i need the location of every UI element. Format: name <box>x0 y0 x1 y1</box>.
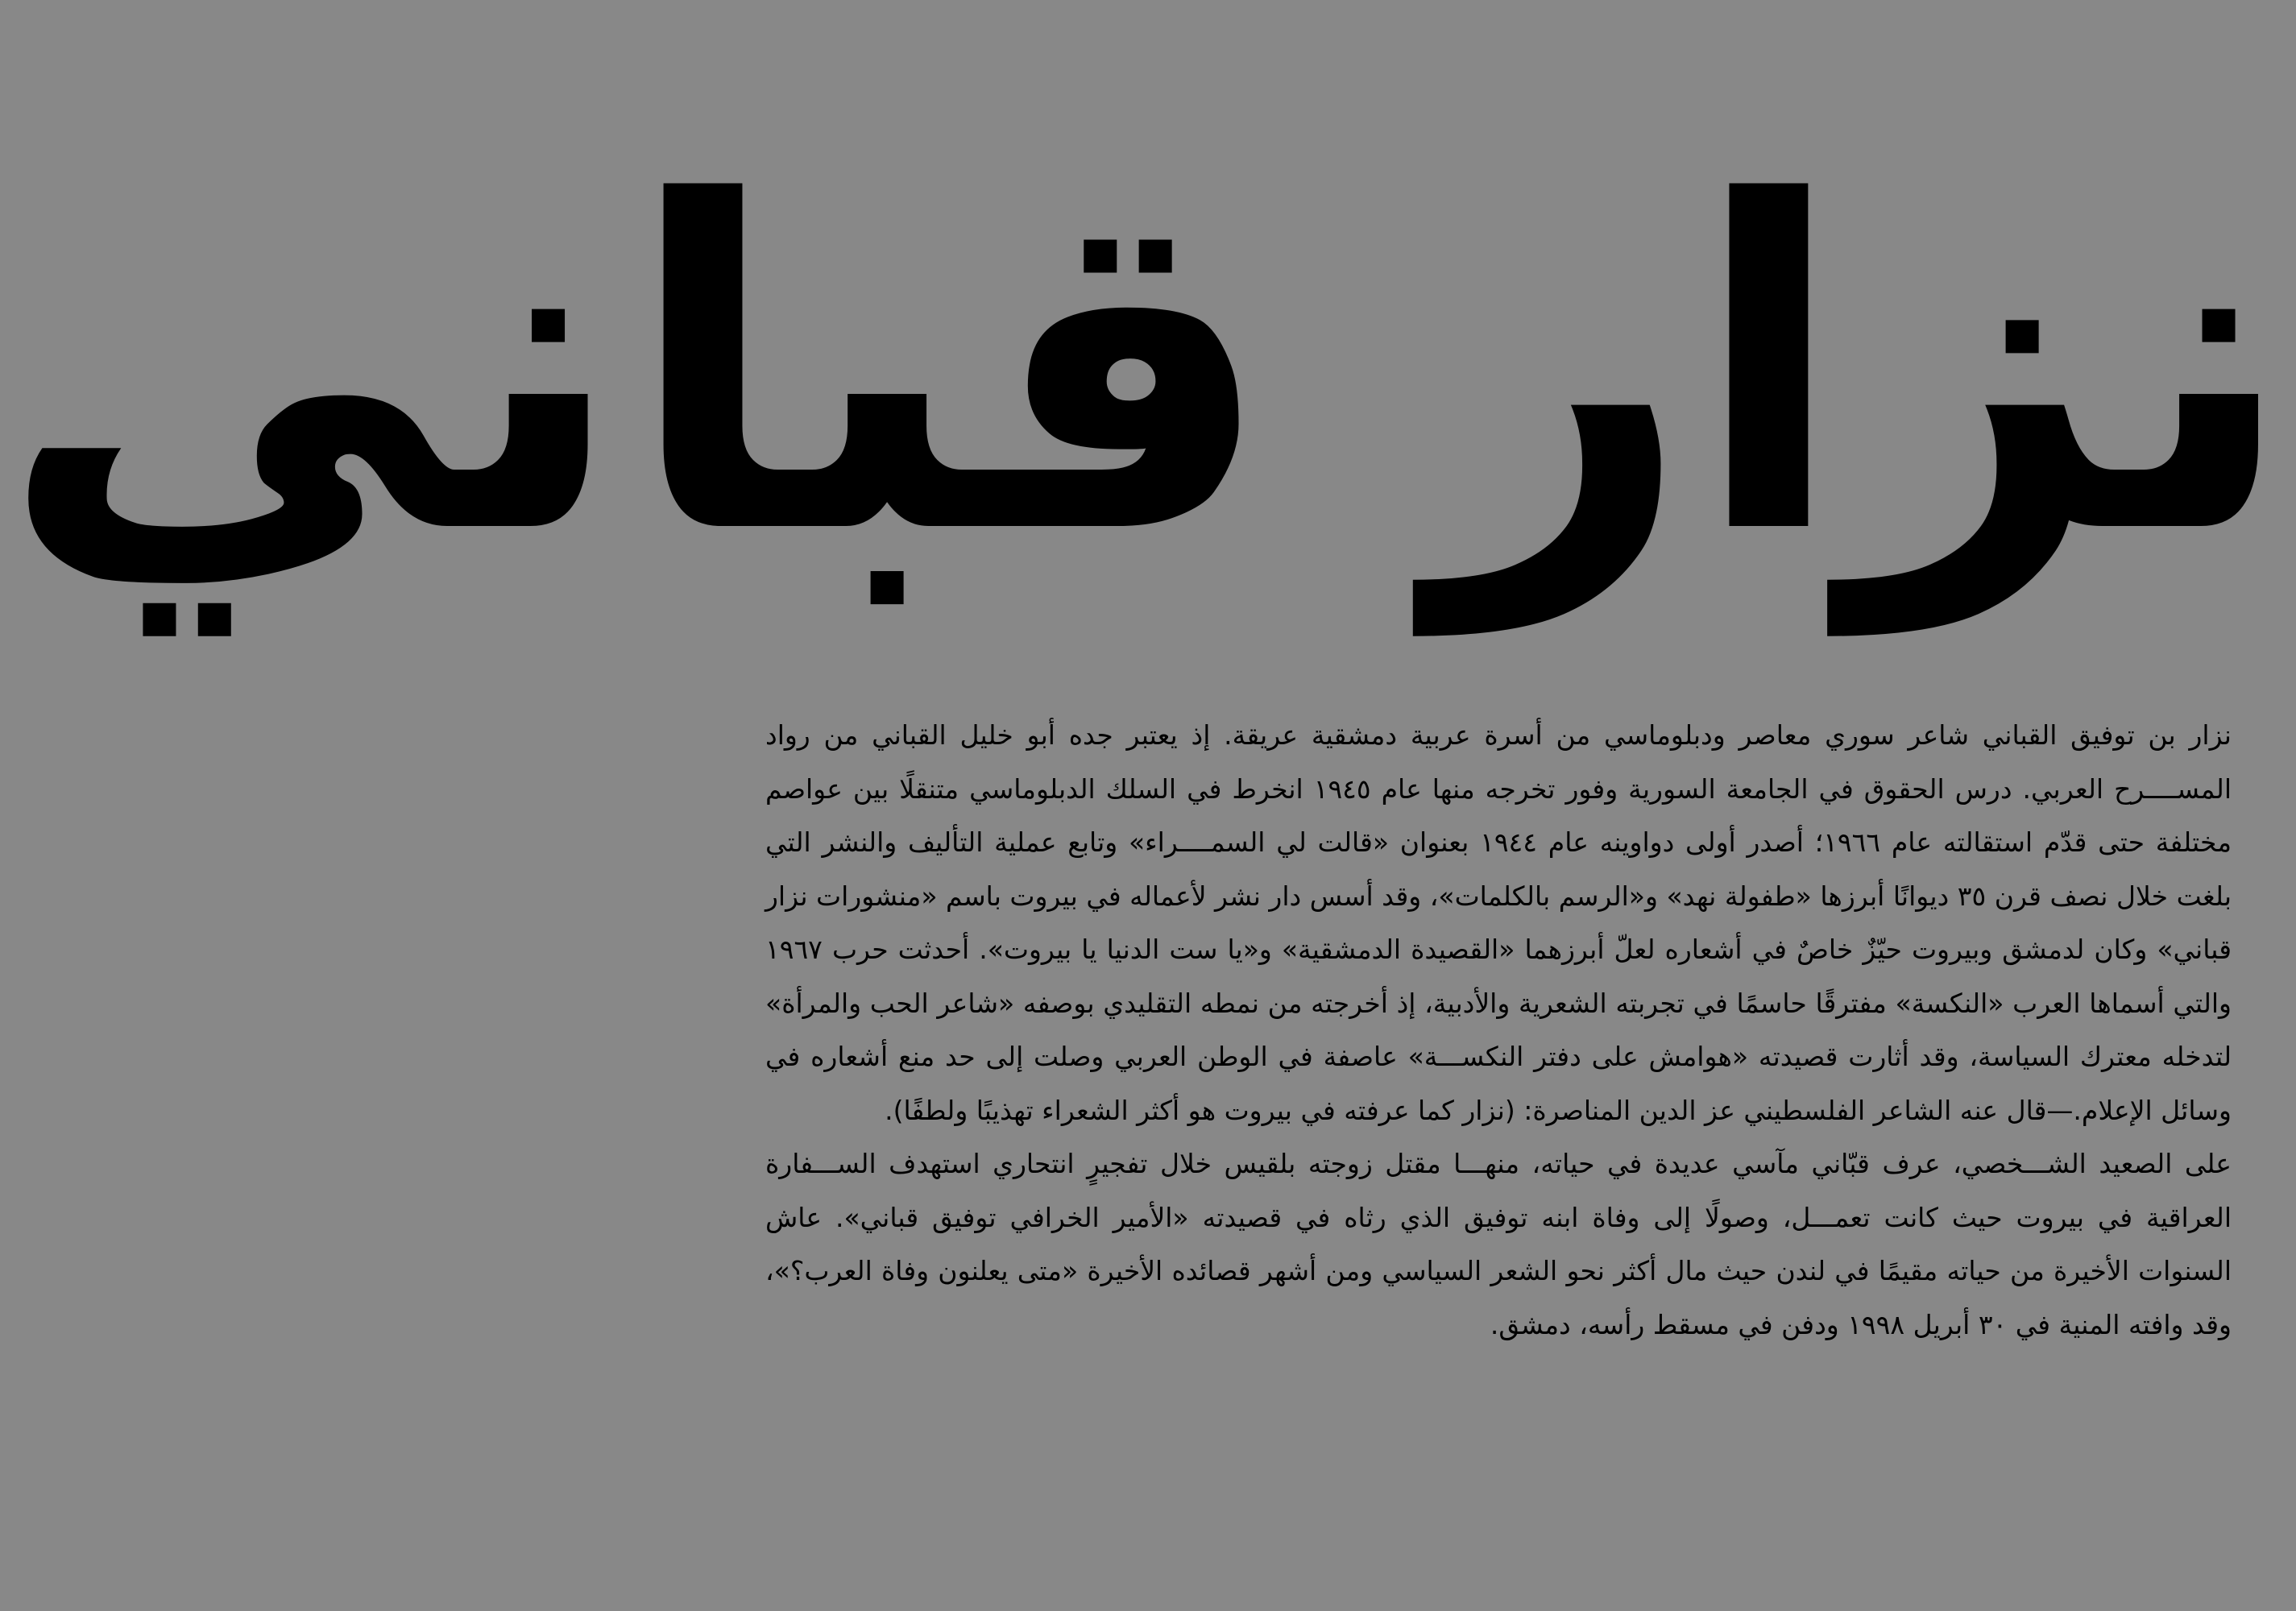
biography-paragraph-2: على الصعيد الشـــخصي، عرف قبّاني مآسي عديدة في حياته، منهـــا مقتل زوجته بلقيس خلال تفجيرٍ انتحاري استهدف الســـفارة العراقية في بيروت حيث كانت تعمـــل، وصولًا إلى وفاة ابنه توفيق الذي رثاه في قصيدته «الأمير الخرافي توفيق قباني». عاش السنوات الأخيرة من حياته مقيمًا في لندن حيث مال أكثر نحو الشعر السياسي ومن أشهر قصائده الأخيرة «متى يعلنون وفاة العرب؟»، وقد وافته المنية في ٣٠ أبريل ١٩٩٨ ودفن في مسقط رأسه، دمشق. <box>765 1148 2232 1340</box>
biography-paragraph-1: نزار بن توفيق القباني شاعر سوري معاصر ودبلوماسي من أسرة عربية دمشقية عريقة. إذ يعتبر جده أبو خليل القباني من رواد المســــرح العربي. درس الحقوق في الجامعة السورية وفور تخرجه منها عام ١٩٤٥ انخرط في السلك الدبلوماسي متنقلًا بين عواصم مختلفة حتى قدّم استقالته عام ١٩٦٦؛ أصدر أولى دواوينه عام ١٩٤٤ بعنوان «قالت لي السمــــراء» وتابع عملية التأليف والنشر التي بلغت خلال نصف قرن ٣٥ ديوانًا أبرزها «طفولة نهد» و«الرسم بالكلمات»، وقد أسس دار نشر لأعماله في بيروت باسم «منشورات نزار قباني» وكان لدمشق وبيروت حيّزٌ خاصٌ في أشعاره لعلّ أبرزهما «القصيدة الدمشقية» و«يا ست الدنيا يا بيروت». أحدثت حرب ١٩٦٧ والتي أسماها العرب «النكسة» مفترقًا حاسمًا في تجربته الشعرية والأدبية، إذ أخرجته من نمطه التقليدي بوصفه «شاعر الحب والمرأة» لتدخله معترك السياسة، وقد أثارت قصيدته «هوامش على دفتر النكســـة» عاصفة في الوطن العربي وصلت إلى حد منع أشعاره في وسائل الإعلام.—قال عنه الشاعر الفلسطيني عز الدين المناصرة: (نزار كما عرفته في بيروت هو أكثر الشعراء تهذيبًا ولطفًا). <box>765 719 2232 1126</box>
page-title: نزار قباني <box>0 108 2296 633</box>
biography-text <box>765 709 2232 1352</box>
